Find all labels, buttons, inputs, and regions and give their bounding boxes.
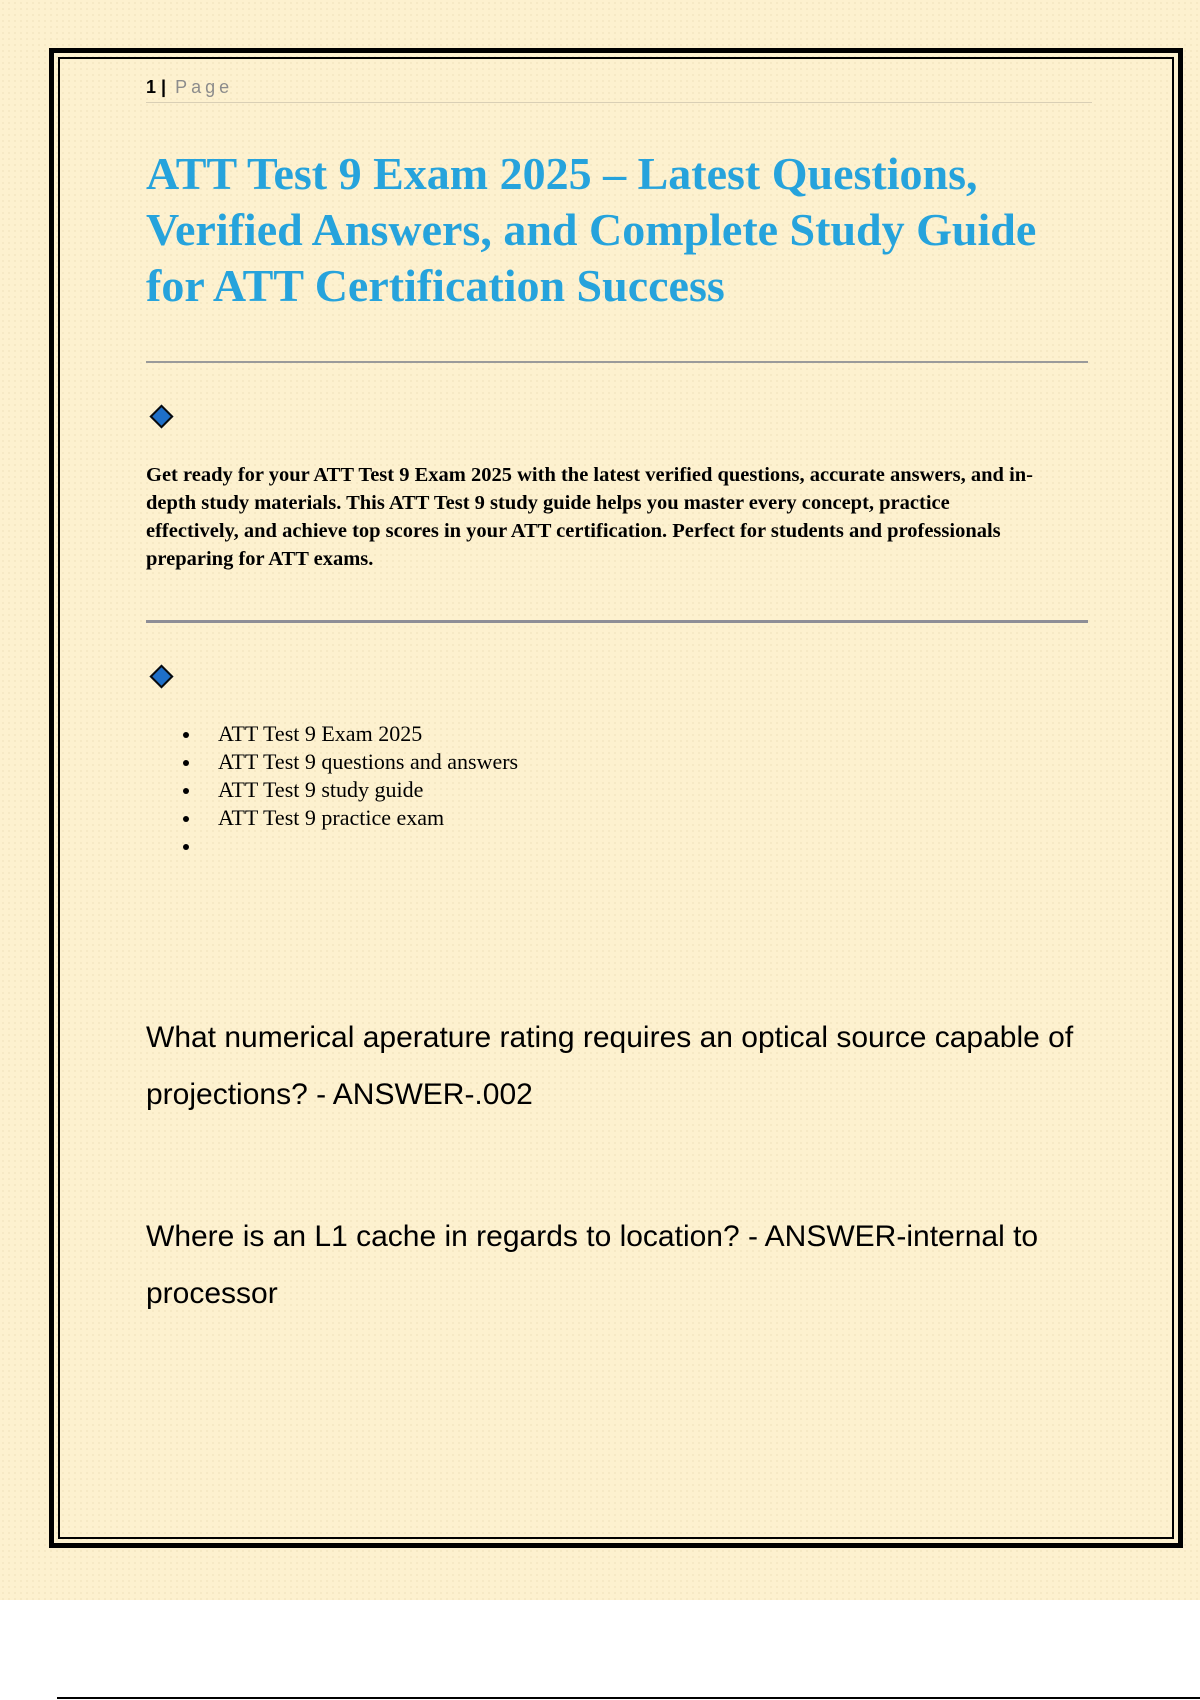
question-answer: Where is an L1 cache in regards to location? - ANSWER-internal to processor (146, 1220, 1039, 1310)
list-item: ATT Test 9 practice exam (174, 804, 518, 832)
list-item: ATT Test 9 study guide (174, 776, 518, 804)
intro-paragraph: Get ready for your ATT Test 9 Exam 2025 with the latest verified questions, accurate answers, and in-depth study materials. This ATT Test 9 study guide helps you master every concept, practice effectively, and achieve top scores in your ATT certification. Perfect for students and professionals preparing for ATT exams. (146, 464, 1033, 570)
divider-top (146, 361, 1088, 363)
keyword-list (174, 720, 518, 860)
divider-middle (146, 620, 1088, 623)
list-item (174, 832, 518, 860)
document-title: ATT Test 9 Exam 2025 – Latest Questions, Verified Answers, and Complete Study Guide for ATT Certification Success (146, 148, 1037, 311)
page-label: Page (175, 77, 234, 97)
next-page-divider (57, 1697, 1200, 1699)
question-answer: What numerical aperature rating requires an optical source capable of projections? - ANSWER-.002 (146, 1021, 1074, 1111)
list-item: ATT Test 9 Exam 2025 (174, 720, 518, 748)
page-separator: | (161, 77, 167, 97)
page-number: 1 (146, 77, 157, 97)
list-item: ATT Test 9 questions and answers (174, 748, 518, 776)
page-header (146, 74, 1092, 103)
